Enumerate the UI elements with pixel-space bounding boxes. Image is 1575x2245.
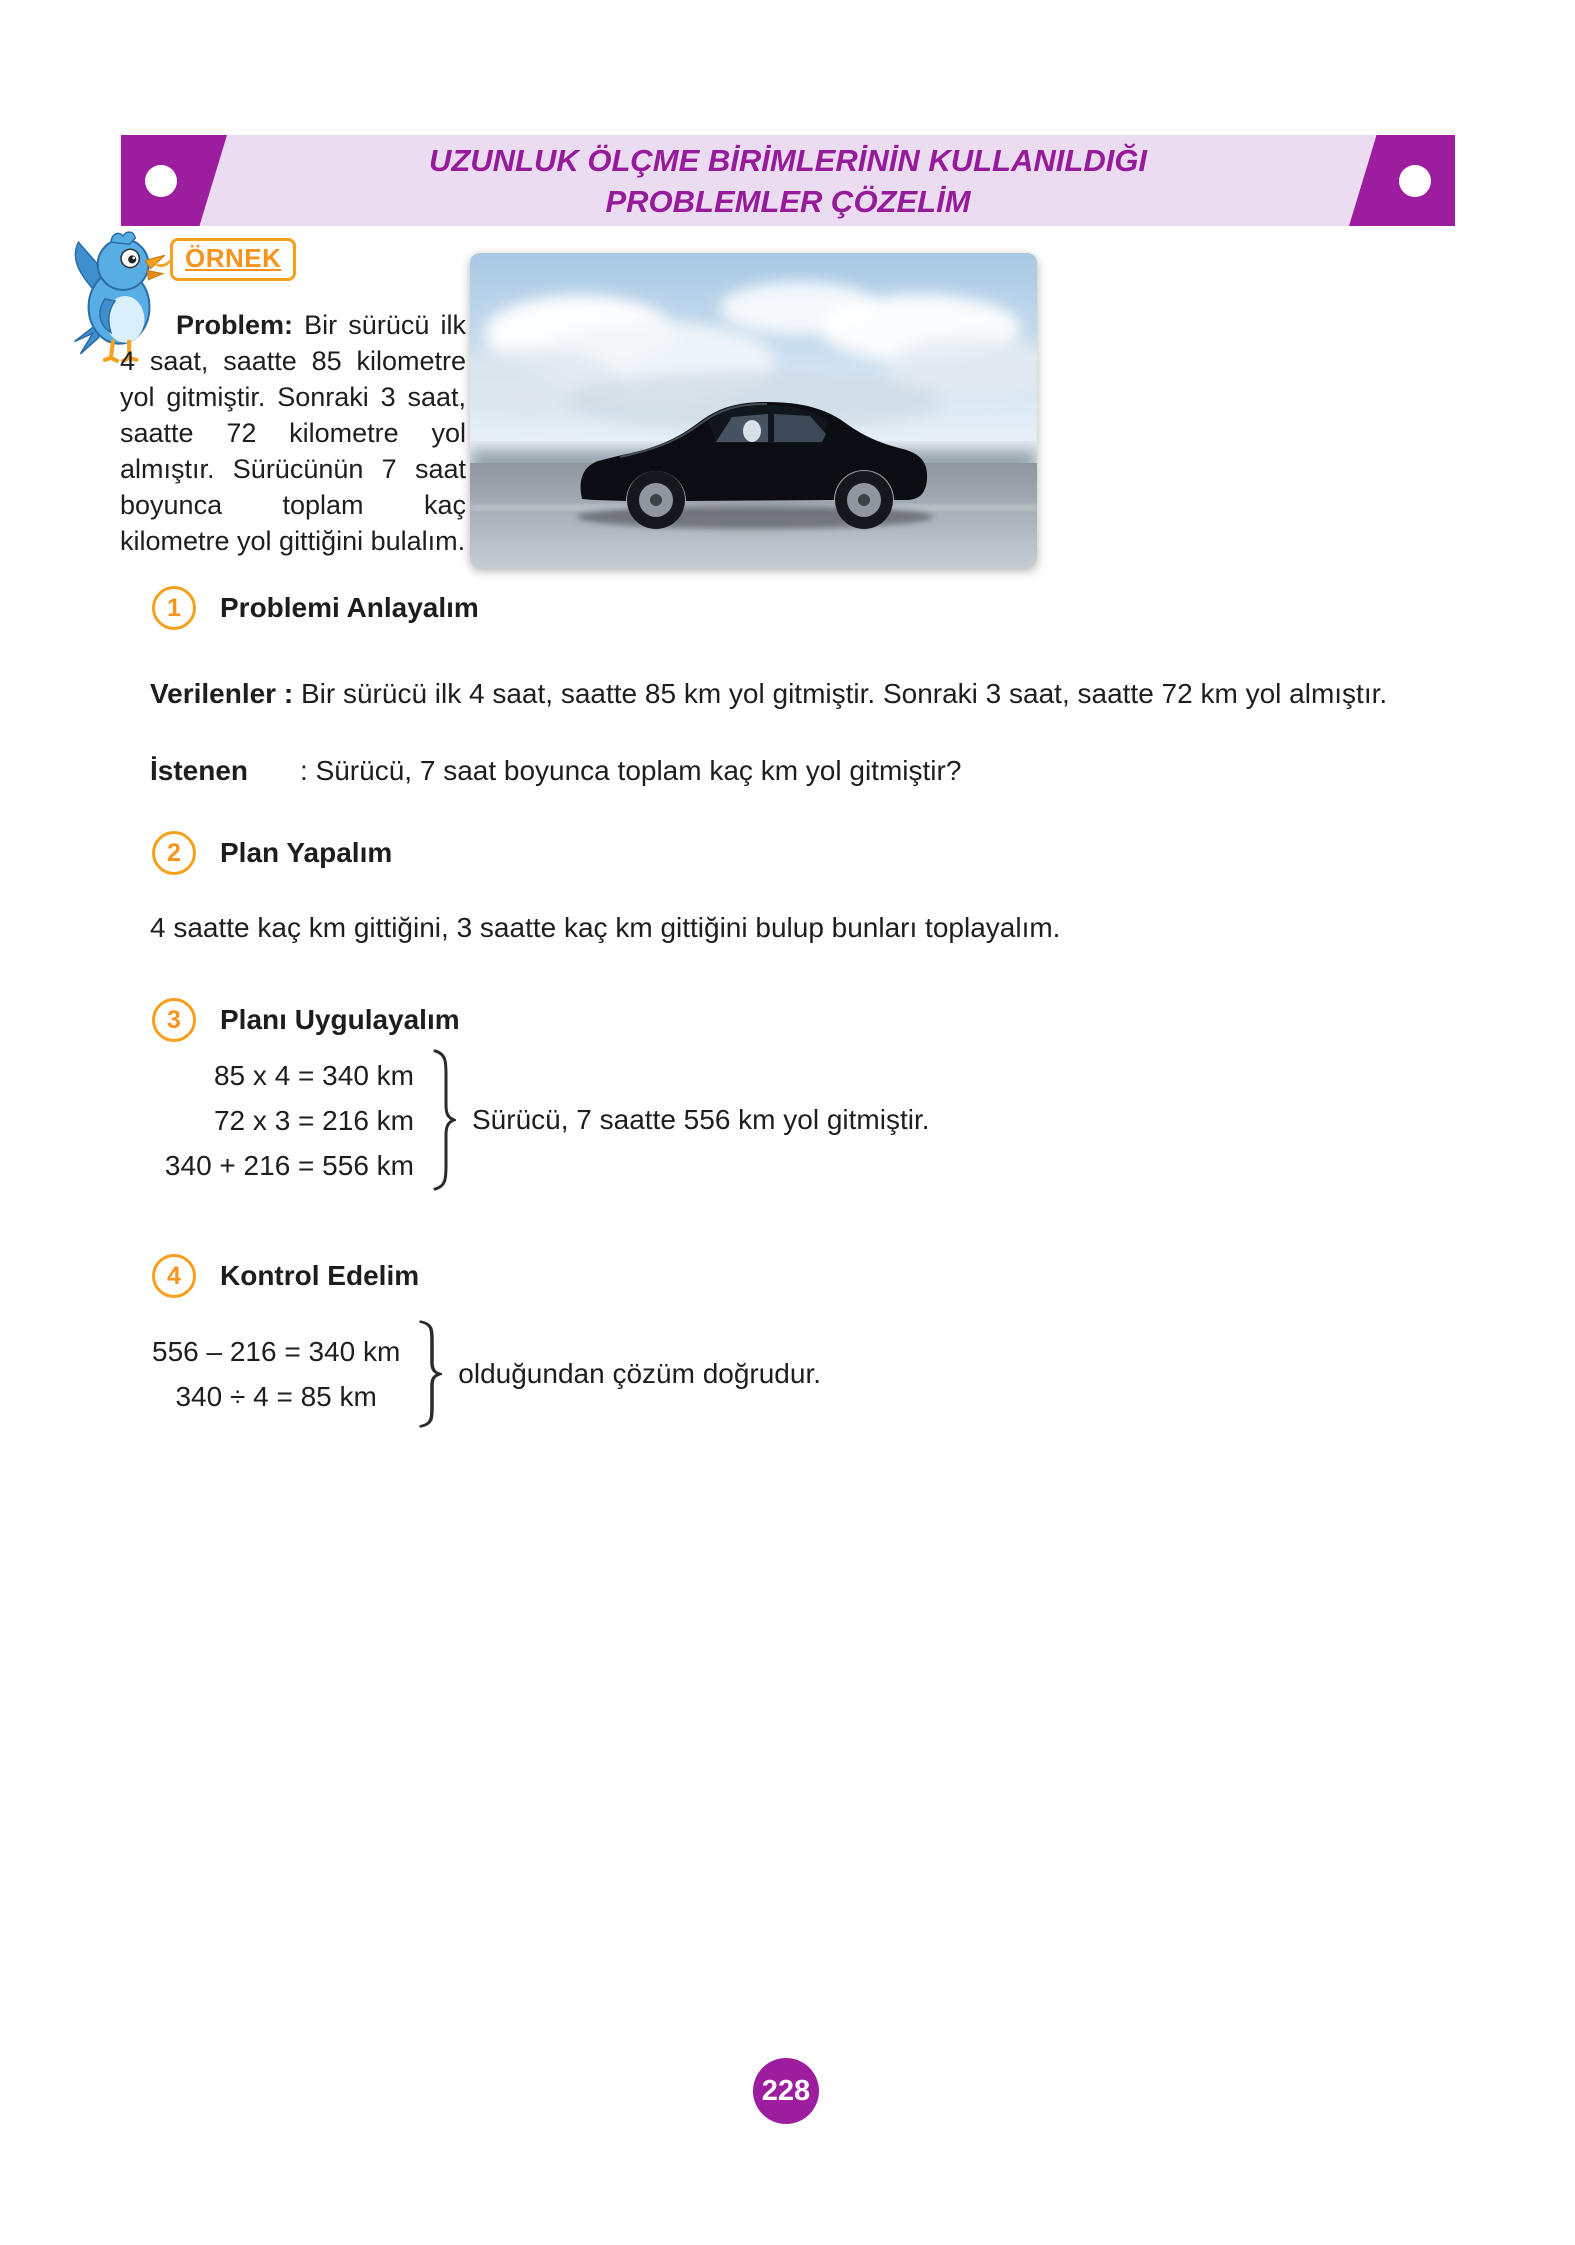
problem-text: Bir sürücü ilk 4 saat, saatte 85 kilometre yol gitmiştir. Sonraki 3 saat, saatte 72 kilometre yol almıştır. Sürücünün 7 saat boyunca toplam kaç kilometre yol gittiğini bulalım. xyxy=(120,310,466,556)
apply-conclusion: Sürücü, 7 saatte 556 km yol gitmiştir. xyxy=(472,1104,930,1135)
wanted-colon: : xyxy=(300,755,308,786)
equation: 85 x 4 = 340 km xyxy=(213,1059,414,1091)
step-2-header xyxy=(152,831,392,875)
equation: 340 + 216 = 556 km xyxy=(164,1149,414,1181)
equation: 340 ÷ 4 = 85 km xyxy=(175,1381,377,1412)
wanted-paragraph xyxy=(150,755,961,787)
apply-equations xyxy=(152,1053,414,1188)
check-math-block xyxy=(152,1318,821,1430)
check-conclusion: olduğundan çözüm doğrudur. xyxy=(458,1358,822,1389)
page-title-line1: UZUNLUK ÖLÇME BİRİMLERİNİN KULLANILDIĞI xyxy=(428,142,1148,178)
check-equations xyxy=(152,1329,400,1419)
step-1-number-badge: 1 xyxy=(152,586,196,630)
equation: 556 – 216 = 340 km xyxy=(152,1336,401,1367)
step-2-number-badge: 2 xyxy=(152,831,196,875)
car-highway-photo xyxy=(470,253,1037,568)
wanted-label: İstenen xyxy=(150,755,249,786)
curly-brace-icon xyxy=(416,1318,442,1430)
apply-math-block xyxy=(152,1046,930,1194)
wanted-text: Sürücü, 7 saat boyunca toplam kaç km yol gitmiştir? xyxy=(315,755,962,786)
step-4-title: Kontrol Edelim xyxy=(220,1260,420,1291)
curly-brace-icon xyxy=(430,1046,456,1194)
step-3-title: Planı Uygulayalım xyxy=(220,1004,460,1035)
page-title-line2: PROBLEMLER ÇÖZELİM xyxy=(605,183,971,219)
step-3-header xyxy=(152,998,460,1042)
page-number-badge: 228 xyxy=(753,2058,819,2124)
header-banner xyxy=(121,135,1455,226)
given-text: Bir sürücü ilk 4 saat, saatte 85 km yol gitmiştir. Sonraki 3 saat, saatte 72 km yol almıştır. xyxy=(300,678,1388,709)
example-badge: ÖRNEK xyxy=(170,238,296,281)
page-title xyxy=(121,135,1455,226)
plan-text: 4 saatte kaç km gittiğini, 3 saatte kaç km gittiğini bulup bunları toplayalım. xyxy=(150,912,1061,943)
step-4-header xyxy=(152,1254,419,1298)
step-2-title: Plan Yapalım xyxy=(220,837,393,868)
step-1-title: Problemi Anlayalım xyxy=(220,592,479,623)
equation: 72 x 3 = 216 km xyxy=(213,1104,414,1136)
step-1-header xyxy=(152,586,479,630)
step-3-number-badge: 3 xyxy=(152,998,196,1042)
given-label: Verilenler : xyxy=(150,678,294,709)
problem-statement xyxy=(120,307,466,559)
step-4-number-badge: 4 xyxy=(152,1254,196,1298)
problem-label: Problem: xyxy=(176,310,294,340)
given-paragraph xyxy=(120,673,1464,714)
